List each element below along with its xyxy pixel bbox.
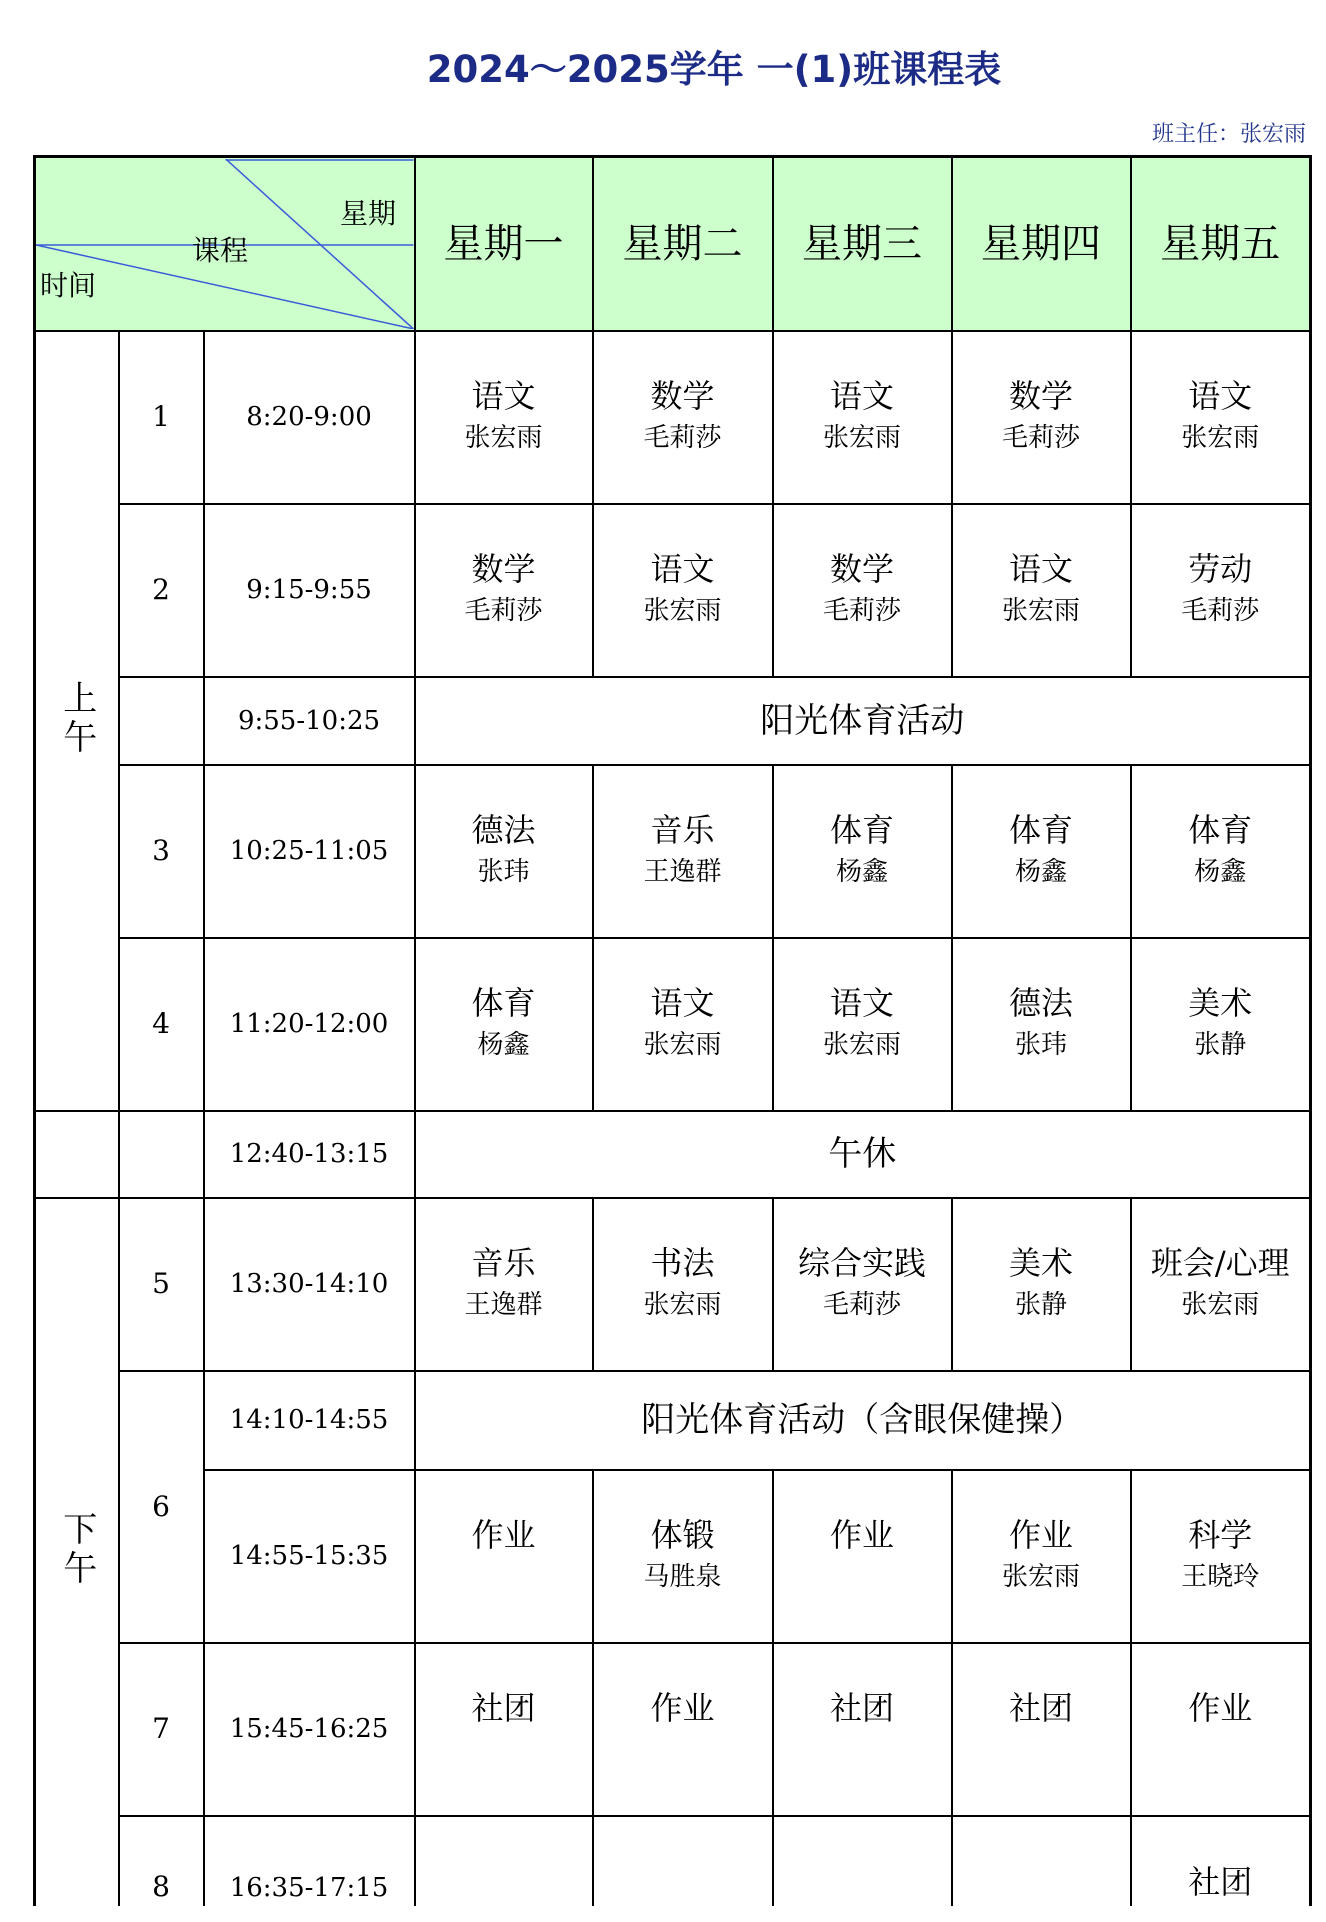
period-number: 6: [152, 1489, 170, 1523]
course-subject: [594, 1861, 772, 1903]
cell-p2-tue: [593, 504, 773, 677]
course-subject: 数学: [1009, 377, 1074, 415]
course-subject: [953, 1861, 1130, 1903]
cell-p4-thu: [952, 938, 1131, 1111]
period-number-cell: [119, 765, 204, 938]
cell-p2-wed: [773, 504, 952, 677]
diagonal-line: [226, 159, 414, 329]
course-teacher: 毛莉莎: [823, 596, 902, 626]
activity-label: 阳光体育活动: [760, 700, 965, 741]
cell-p7-tue: [593, 1643, 773, 1816]
time-cell: [204, 765, 415, 938]
table-row-period-6: [35, 1470, 1311, 1643]
period-time: 9:15-9:55: [246, 575, 372, 605]
course-subject: 作业: [650, 1689, 715, 1727]
activity-cell: [415, 1111, 1311, 1198]
period-number-cell: [119, 504, 204, 677]
cell-p3-tue: [593, 765, 773, 938]
course-subject: 语文: [650, 984, 715, 1022]
course-teacher: [594, 1729, 772, 1771]
cell-p3-fri: [1131, 765, 1311, 938]
course-teacher: 张玮: [1015, 1030, 1068, 1060]
course-teacher: 张静: [1194, 1030, 1247, 1060]
course-subject: 作业: [471, 1516, 536, 1554]
cell-p2-fri: [1131, 504, 1311, 677]
course-subject: 社团: [471, 1689, 536, 1727]
course-axis-label: 课程: [192, 233, 249, 267]
timetable: [33, 155, 1312, 1906]
course-subject: 德法: [1009, 984, 1074, 1022]
course-teacher: 张宏雨: [1181, 1290, 1260, 1320]
table-row-period-5: [35, 1198, 1311, 1371]
course-subject: 语文: [1188, 377, 1253, 415]
course-subject: 语文: [471, 377, 536, 415]
day-header-fri: [1131, 157, 1311, 331]
course-teacher: 马胜泉: [643, 1562, 722, 1592]
cell-p4-fri: [1131, 938, 1311, 1111]
day-header-mon: [415, 157, 593, 331]
header-row: [35, 157, 1311, 331]
cell-p2-thu: [952, 504, 1131, 677]
cell-p6-thu: [952, 1470, 1131, 1643]
course-subject: 作业: [830, 1516, 895, 1554]
cell-p7-mon: [415, 1643, 593, 1816]
time-axis-label: 时间: [40, 268, 97, 302]
time-cell: [204, 1371, 415, 1470]
time-cell: [204, 1111, 415, 1198]
page-title: 2024～2025学年 一(1)班课程表: [426, 48, 1002, 91]
period-number: 3: [152, 834, 170, 867]
table-row-period-4: [35, 938, 1311, 1111]
course-subject: 语文: [830, 984, 895, 1022]
table-row-lunch: [35, 1111, 1311, 1198]
course-subject: 社团: [1009, 1689, 1074, 1727]
activity-label: 阳光体育活动（含眼保健操）: [641, 1400, 1084, 1440]
course-subject: 社团: [1188, 1862, 1253, 1901]
break-time: 12:40-13:15: [229, 1139, 389, 1169]
table-row-period-7: [35, 1643, 1311, 1816]
period-time: 16:35-17:15: [229, 1872, 389, 1903]
period-time: 14:55-15:35: [229, 1541, 389, 1571]
cell-p8-tue: [593, 1816, 773, 1906]
course-subject: 体育: [1009, 811, 1074, 849]
course-teacher: [774, 1729, 951, 1771]
period-number-cell: [119, 938, 204, 1111]
activity-cell: [415, 1371, 1311, 1470]
period-number-cell-empty: [119, 1111, 204, 1198]
cell-p1-fri: [1131, 331, 1311, 504]
course-subject: 数学: [471, 550, 536, 588]
cell-p8-wed: [773, 1816, 952, 1906]
period-time: 13:30-14:10: [229, 1269, 389, 1299]
cell-p1-tue: [593, 331, 773, 504]
header-corner: [36, 159, 414, 329]
course-subject: 综合实践: [798, 1244, 927, 1282]
course-subject: 音乐: [650, 811, 715, 849]
period-number: 5: [152, 1267, 170, 1300]
section-label: 下午: [56, 1511, 97, 1589]
course-teacher: 杨鑫: [1194, 857, 1247, 887]
cell-p4-mon: [415, 938, 593, 1111]
day-label: 星期一: [443, 220, 564, 267]
course-subject: 美术: [1009, 1244, 1074, 1282]
course-subject: 体育: [830, 811, 895, 849]
course-teacher: 张宏雨: [464, 423, 543, 453]
cell-p8-fri: [1131, 1816, 1311, 1906]
cell-p8-thu: [952, 1816, 1131, 1906]
time-cell: [204, 1470, 415, 1643]
period-number-cell: [119, 1643, 204, 1816]
course-teacher: 张宏雨: [643, 1030, 722, 1060]
course-subject: 作业: [1188, 1689, 1253, 1727]
day-label: 星期五: [1160, 220, 1281, 267]
table-row-period-8: [35, 1816, 1311, 1906]
course-subject: 数学: [830, 550, 895, 588]
course-teacher: 毛莉莎: [643, 423, 722, 453]
course-subject: 作业: [1009, 1516, 1074, 1554]
cell-p3-mon: [415, 765, 593, 938]
day-header-tue: [593, 157, 773, 331]
course-subject: 社团: [830, 1689, 895, 1727]
period-number-cell: [119, 1371, 204, 1643]
course-teacher: 张宏雨: [643, 1290, 722, 1320]
course-teacher: [774, 1556, 951, 1598]
period-number: 8: [152, 1869, 170, 1903]
course-teacher: 杨鑫: [1015, 857, 1068, 887]
day-label: 星期四: [981, 220, 1102, 267]
course-subject: 语文: [1009, 550, 1074, 588]
cell-p1-thu: [952, 331, 1131, 504]
period-number: 4: [152, 1007, 170, 1040]
course-subject: 体锻: [650, 1516, 715, 1554]
head-teacher-label: 班主任：张宏雨: [1151, 122, 1306, 147]
course-subject: 语文: [650, 550, 715, 588]
course-teacher: 张宏雨: [1002, 596, 1081, 626]
course-teacher: 张宏雨: [1181, 423, 1260, 453]
course-subject: 书法: [650, 1244, 715, 1282]
cell-p5-wed: [773, 1198, 952, 1371]
course-subject: 劳动: [1188, 550, 1253, 588]
weekday-axis-label: 星期: [340, 196, 397, 230]
cell-p3-wed: [773, 765, 952, 938]
course-teacher: 张宏雨: [1002, 1562, 1081, 1592]
period-number: 7: [152, 1712, 170, 1745]
course-subject: 音乐: [471, 1244, 536, 1282]
period-number-cell: [119, 331, 204, 504]
period-time: 8:20-9:00: [246, 402, 372, 432]
period-number-cell: [119, 1198, 204, 1371]
table-row-afternoon-break: [35, 1371, 1311, 1470]
course-subject: [416, 1861, 592, 1903]
period-time: 11:20-12:00: [229, 1009, 389, 1039]
cell-p2-mon: [415, 504, 593, 677]
period-time: 10:25-11:05: [229, 836, 389, 866]
course-subject: 科学: [1188, 1516, 1253, 1554]
course-subject: [774, 1861, 951, 1903]
course-teacher: 张玮: [477, 857, 530, 887]
course-subject: 美术: [1188, 984, 1253, 1022]
course-teacher: 杨鑫: [477, 1030, 530, 1060]
course-teacher: [953, 1729, 1130, 1771]
course-subject: 体育: [1188, 811, 1253, 849]
course-teacher: 张宏雨: [823, 423, 902, 453]
course-teacher: 王逸群: [643, 857, 722, 887]
cell-p5-tue: [593, 1198, 773, 1371]
header-corner-cell: [35, 157, 415, 331]
cell-p7-fri: [1131, 1643, 1311, 1816]
cell-p1-mon: [415, 331, 593, 504]
course-teacher: 毛莉莎: [464, 596, 543, 626]
course-teacher: 毛莉莎: [1181, 596, 1260, 626]
cell-p6-tue: [593, 1470, 773, 1643]
cell-p6-wed: [773, 1470, 952, 1643]
course-teacher: 张宏雨: [643, 596, 722, 626]
day-label: 星期三: [802, 220, 923, 267]
course-subject: 数学: [650, 377, 715, 415]
course-teacher: 张静: [1015, 1290, 1068, 1320]
cell-p5-fri: [1131, 1198, 1311, 1371]
activity-label: 午休: [828, 1134, 897, 1174]
period-time: 15:45-16:25: [229, 1714, 389, 1744]
period-number: 2: [152, 573, 170, 606]
day-header-thu: [952, 157, 1131, 331]
time-cell: [204, 1643, 415, 1816]
course-teacher: 王逸群: [464, 1290, 543, 1320]
course-teacher: [1132, 1729, 1310, 1771]
table-row-period-1: [35, 331, 1311, 504]
course-teacher: 王晓玲: [1181, 1562, 1260, 1592]
cell-p4-wed: [773, 938, 952, 1111]
cell-p4-tue: [593, 938, 773, 1111]
cell-p5-mon: [415, 1198, 593, 1371]
table-row-period-2: [35, 504, 1311, 677]
day-label: 星期二: [622, 220, 743, 267]
time-cell: [204, 504, 415, 677]
course-teacher: 杨鑫: [836, 857, 889, 887]
day-header-wed: [773, 157, 952, 331]
cell-p8-mon: [415, 1816, 593, 1906]
cell-p5-thu: [952, 1198, 1131, 1371]
section-cell-morning: [35, 331, 119, 1111]
cell-p6-mon: [415, 1470, 593, 1643]
cell-p7-thu: [952, 1643, 1131, 1816]
time-cell: [204, 938, 415, 1111]
time-cell: [204, 1198, 415, 1371]
course-subject: 德法: [471, 811, 536, 849]
time-cell: [204, 1816, 415, 1906]
cell-p3-thu: [952, 765, 1131, 938]
break-time: 9:55-10:25: [237, 705, 381, 736]
course-subject: 体育: [471, 984, 536, 1022]
period-number-cell: [119, 1816, 204, 1906]
course-teacher: [416, 1729, 592, 1771]
course-teacher: 毛莉莎: [1002, 423, 1081, 453]
course-subject: 语文: [830, 377, 895, 415]
section-cell-empty: [35, 1111, 119, 1198]
course-subject: 班会/心理: [1150, 1244, 1290, 1282]
cell-p6-fri: [1131, 1470, 1311, 1643]
course-teacher: 张宏雨: [823, 1030, 902, 1060]
time-cell: [204, 677, 415, 765]
course-teacher: [416, 1556, 592, 1598]
course-teacher: 毛莉莎: [823, 1290, 902, 1320]
table-row-period-3: [35, 765, 1311, 938]
activity-cell: [415, 677, 1311, 765]
time-cell: [204, 331, 415, 504]
cell-p1-wed: [773, 331, 952, 504]
period-number: 1: [152, 400, 170, 433]
period-number-cell-empty: [119, 677, 204, 765]
section-label: 上午: [56, 679, 97, 758]
section-cell-afternoon: [35, 1198, 119, 1906]
table-row-morning-break: [35, 677, 1311, 765]
cell-p7-wed: [773, 1643, 952, 1816]
break-time: 14:10-14:55: [229, 1405, 389, 1435]
